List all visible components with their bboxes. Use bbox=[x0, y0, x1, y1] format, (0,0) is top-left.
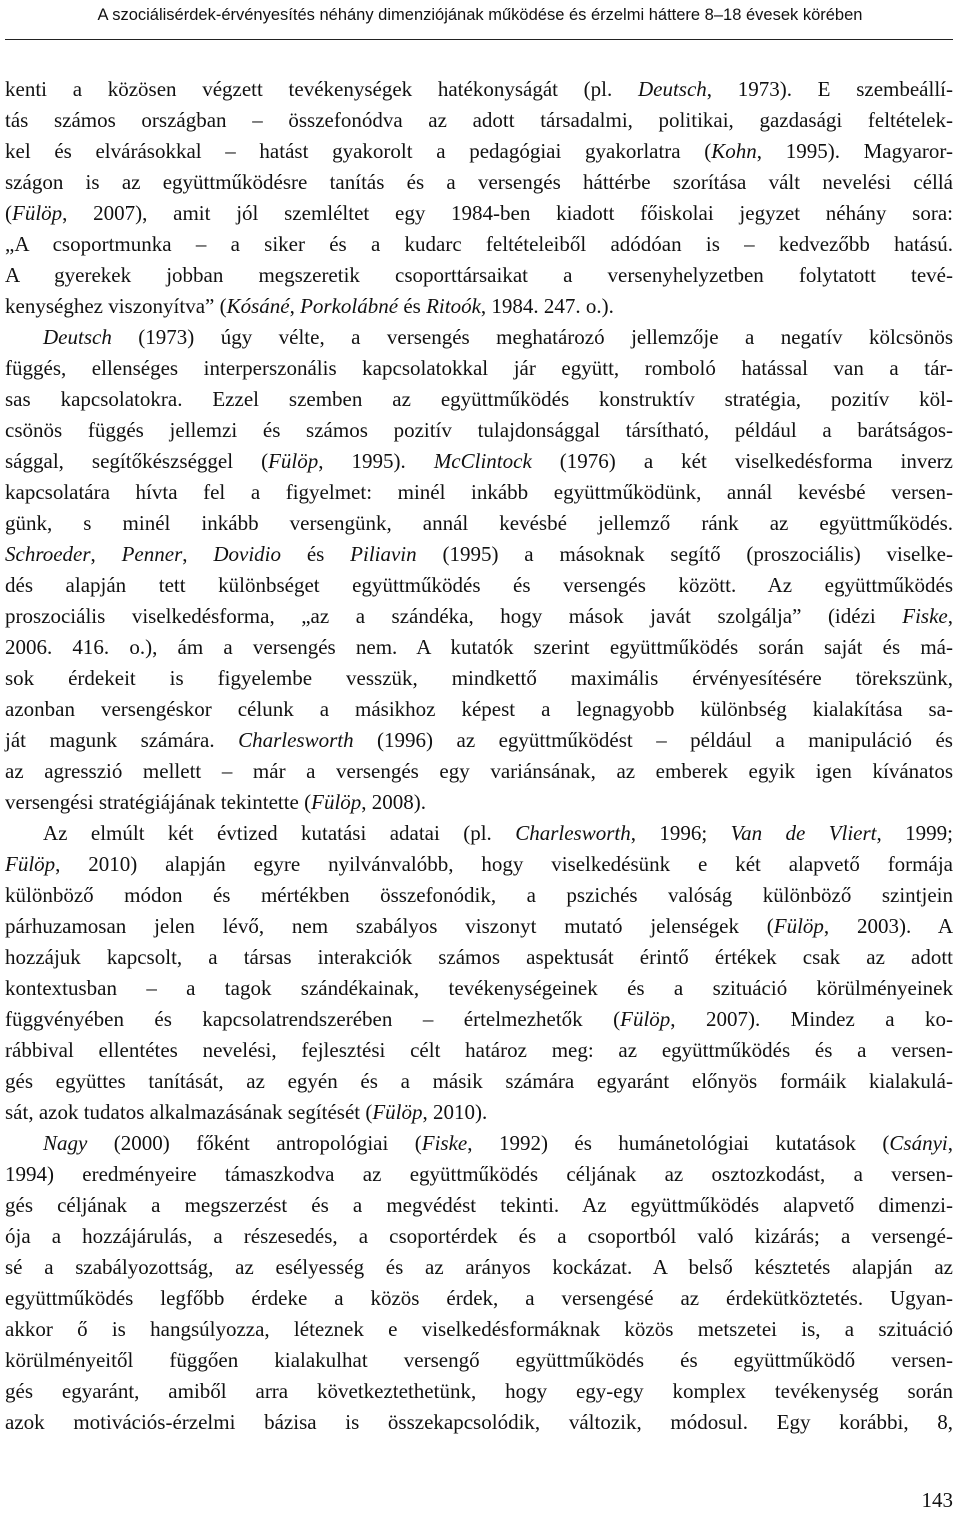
text-segment: hozzájuk kapcsolt, a társas interakciók számos aspektusát érintő értékek csak az adott bbox=[5, 945, 953, 969]
text-segment: függés, ellenséges interperszonális kapcsolatokkal jár együtt, romboló hatással van a tár- bbox=[5, 356, 953, 380]
citation-name: Ritoók bbox=[426, 294, 481, 318]
text-line bbox=[5, 384, 953, 415]
text-line bbox=[5, 1159, 953, 1190]
text-segment: , 1995). Magyaror- bbox=[756, 139, 953, 163]
text-segment: , 1973). E szembeállí- bbox=[706, 77, 953, 101]
text-line bbox=[5, 1004, 953, 1035]
citation-name: Kohn bbox=[711, 139, 757, 163]
text-line bbox=[5, 570, 953, 601]
citation-name: Csányi bbox=[889, 1131, 948, 1155]
text-segment: és bbox=[398, 294, 427, 318]
text-segment: , 1984. 247. o.). bbox=[480, 294, 614, 318]
text-segment: kontextusban – a tagok szándékainak, tevékenységeinek és a szituáció körülményeinek bbox=[5, 976, 953, 1000]
citation-name: Porkolábné bbox=[300, 294, 399, 318]
text-segment: azonban versengéskor célunk a másikhoz képest a legnagyobb különbség kialakítása sa- bbox=[5, 697, 953, 721]
text-line bbox=[5, 1066, 953, 1097]
text-segment: dés alapján tett különbséget együttműködés és versengés között. Az együttműködés bbox=[5, 573, 953, 597]
text-segment: (2000) főként antropológiai ( bbox=[87, 1131, 422, 1155]
citation-name: Piliavin bbox=[350, 542, 417, 566]
text-segment: (1976) a két viselkedésforma inverz bbox=[531, 449, 953, 473]
text-segment: különböző módon és mértékben összefonódik, a pszichés valóság különböző szintjein bbox=[5, 883, 953, 907]
text-line bbox=[5, 322, 953, 353]
text-line bbox=[5, 601, 953, 632]
text-segment: ( bbox=[5, 201, 12, 225]
citation-name: Van de Vliert bbox=[730, 821, 877, 845]
text-segment: szágon is az együttműködésre tanítás és a versengés háttérbe szorítása vált nevelési céllá bbox=[5, 170, 953, 194]
text-segment: párhuzamosan jelen lévő, nem szabályos viszonyt mutató jelenségek ( bbox=[5, 914, 774, 938]
text-segment: , 1992) és humánetológiai kutatások ( bbox=[467, 1131, 890, 1155]
citation-name: Fülöp bbox=[372, 1100, 423, 1124]
text-line bbox=[5, 260, 953, 291]
citation-name: Fülöp bbox=[12, 201, 63, 225]
text-segment: és bbox=[281, 542, 351, 566]
text-line bbox=[5, 694, 953, 725]
text-line bbox=[5, 353, 953, 384]
text-line bbox=[5, 167, 953, 198]
text-line bbox=[5, 880, 953, 911]
text-line bbox=[5, 942, 953, 973]
citation-name: Fiske bbox=[902, 604, 948, 628]
text-segment: gés céljának a megszerzést és a megvédést tekinti. Az együttműködés alapvető dimenzi- bbox=[5, 1193, 953, 1217]
text-segment: , 2010) alapján egyre nyilvánvalóbb, hogy viselkedésünk e két alapvető formája bbox=[55, 852, 953, 876]
text-line bbox=[5, 446, 953, 477]
text-segment: , 1996; bbox=[630, 821, 731, 845]
text-line bbox=[5, 1345, 953, 1376]
text-line bbox=[5, 136, 953, 167]
citation-name: Fülöp bbox=[620, 1007, 671, 1031]
citation-name: Schroeder bbox=[5, 542, 91, 566]
text-segment: , 1999; bbox=[876, 821, 953, 845]
text-segment: (1995) a másoknak segítő (proszociális) viselke- bbox=[416, 542, 953, 566]
text-segment: kapcsolatára hívta fel a figyelmet: minél inkább együttműködünk, annál kevésbé versen- bbox=[5, 480, 953, 504]
citation-name: Dovidio bbox=[213, 542, 281, 566]
body-text bbox=[5, 74, 953, 1438]
text-line bbox=[5, 756, 953, 787]
text-segment: az agresszió mellett – már a versengés egy variánsának, az emberek egyik igen kívánatos bbox=[5, 759, 953, 783]
text-segment: , bbox=[182, 542, 214, 566]
text-segment: , 1995). bbox=[318, 449, 434, 473]
header-rule bbox=[5, 39, 953, 40]
text-segment: sát, azok tudatos alkalmazásának segítését ( bbox=[5, 1100, 373, 1124]
text-segment: kenységhez viszonyítva” ( bbox=[5, 294, 227, 318]
text-segment: Az elmúlt két évtized kutatási adatai (pl. bbox=[43, 821, 516, 845]
text-segment: ója a hozzájárulás, a részesedés, a csoportérdek és a csoportból való kizárás; a versengé- bbox=[5, 1224, 953, 1248]
text-segment: körülményeitől függően kialakulhat versengő együttműködés és együttműködő versen- bbox=[5, 1348, 953, 1372]
text-segment: sok érdekeit is figyelembe vesszük, mindkettő maximális érvényesítésére törekszünk, bbox=[5, 666, 953, 690]
citation-name: Fülöp bbox=[311, 790, 362, 814]
citation-name: Kósáné bbox=[226, 294, 290, 318]
citation-name: Deutsch bbox=[637, 77, 707, 101]
text-segment: , 2010). bbox=[422, 1100, 488, 1124]
citation-name: Nagy bbox=[43, 1131, 88, 1155]
text-segment: rábbival ellentétes nevelési, fejlesztési célt határoz meg: az együttműködés és a versen- bbox=[5, 1038, 953, 1062]
text-line bbox=[5, 973, 953, 1004]
citation-name: Fülöp bbox=[5, 852, 56, 876]
text-line bbox=[5, 1376, 953, 1407]
text-segment: függvényében és kapcsolatrendszerében – értelmezhetők ( bbox=[5, 1007, 621, 1031]
text-segment: , 2008). bbox=[361, 790, 427, 814]
text-segment: , bbox=[947, 1131, 953, 1155]
text-line bbox=[5, 508, 953, 539]
text-line bbox=[5, 1283, 953, 1314]
text-line bbox=[5, 1252, 953, 1283]
text-line bbox=[5, 291, 953, 322]
text-line bbox=[5, 787, 953, 818]
text-segment: 1994) eredményeire támaszkodva az együttműködés céljának az osztozkodást, a versen- bbox=[5, 1162, 953, 1186]
text-line bbox=[5, 1221, 953, 1252]
citation-name: Penner bbox=[121, 542, 183, 566]
text-segment: kenti a közösen végzett tevékenységek hatékonyságát (pl. bbox=[5, 77, 638, 101]
text-segment: , bbox=[289, 294, 301, 318]
text-line bbox=[5, 1190, 953, 1221]
text-segment: sé a szabályozottság, az esélyesség és az arányos kockázat. A belső késztetés alapján az bbox=[5, 1255, 953, 1279]
text-line bbox=[5, 1128, 953, 1159]
text-line bbox=[5, 415, 953, 446]
text-segment: akkor ő is hangsúlyozza, léteznek e viselkedésformáknak közös metszetei is, a szituáció bbox=[5, 1317, 953, 1341]
text-line bbox=[5, 229, 953, 260]
text-segment: kel és elvárásokkal – hatást gyakorolt a pedagógiai gyakorlatra ( bbox=[5, 139, 712, 163]
text-line bbox=[5, 1097, 953, 1128]
running-header: A szociálisérdek-érvényesítés néhány dimenziójának működése és érzelmi háttere 8–18 évesek körében bbox=[97, 6, 863, 24]
text-segment: gés egyaránt, amiből arra következtethetünk, hogy egy-egy komplex tevékenység során bbox=[5, 1379, 953, 1403]
text-segment: gés együttes tanítását, az egyén és a másik számára egyaránt előnyös formáik kialakulá- bbox=[5, 1069, 953, 1093]
text-segment: együttműködés legfőbb érdeke a közös érdek, a versengésé az érdekütköztetés. Ugyan- bbox=[5, 1286, 953, 1310]
text-segment: , bbox=[90, 542, 122, 566]
text-segment: A gyerekek jobban megszeretik csoporttársaikat a versenyhelyzetben folytatott tevé- bbox=[5, 263, 953, 287]
citation-name: McClintock bbox=[433, 449, 532, 473]
citation-name: Charlesworth bbox=[238, 728, 354, 752]
citation-name: Deutsch bbox=[43, 325, 112, 349]
text-segment: (1973) úgy vélte, a versengés meghatározó jellemzője a negatív kölcsönös bbox=[111, 325, 953, 349]
citation-name: Charlesworth bbox=[515, 821, 631, 845]
text-line bbox=[5, 477, 953, 508]
citation-name: Fülöp bbox=[268, 449, 319, 473]
text-line bbox=[5, 1407, 953, 1438]
text-segment: , 2007). Mindez a ko- bbox=[670, 1007, 953, 1031]
text-segment: „A csoportmunka – a siker és a kudarc feltételeiből adódóan is – kedvezőbb hatású. bbox=[5, 232, 953, 256]
text-segment: proszociális viselkedésforma, „az a szándéka, hogy mások javát szolgálja” (idézi bbox=[5, 604, 903, 628]
text-segment: , bbox=[947, 604, 953, 628]
text-line bbox=[5, 198, 953, 229]
citation-name: Fiske bbox=[421, 1131, 468, 1155]
text-segment: sággal, segítőkészséggel ( bbox=[5, 449, 269, 473]
text-line bbox=[5, 632, 953, 663]
text-line bbox=[5, 539, 953, 570]
text-segment: azok motivációs-érzelmi bázisa is összekapcsolódik, változik, módosul. Egy korábbi, 8, bbox=[5, 1410, 953, 1434]
text-segment: versengési stratégiájának tekintette ( bbox=[5, 790, 312, 814]
text-line bbox=[5, 849, 953, 880]
page-number: 143 bbox=[921, 1488, 953, 1512]
text-line bbox=[5, 1035, 953, 1066]
text-segment: (1996) az együttműködést – például a manipuláció és bbox=[353, 728, 953, 752]
text-line bbox=[5, 911, 953, 942]
text-segment: ját magunk számára. bbox=[5, 728, 239, 752]
text-line bbox=[5, 663, 953, 694]
text-line bbox=[5, 725, 953, 756]
text-segment: tás számos országban – összefonódva az adott társadalmi, politikai, gazdasági feltételek- bbox=[5, 108, 953, 132]
text-segment: , 2003). A bbox=[823, 914, 954, 938]
text-segment: , 2007), amit jól szemléltet egy 1984-ben kiadott főiskolai jegyzet néhány sora: bbox=[62, 201, 953, 225]
text-line bbox=[5, 818, 953, 849]
text-line bbox=[5, 74, 953, 105]
text-line bbox=[5, 105, 953, 136]
text-line bbox=[5, 1314, 953, 1345]
text-segment: günk, s minél inkább versengünk, annál kevésbé jellemző ránk az együttműködés. bbox=[5, 511, 953, 535]
text-segment: 2006. 416. o.), ám a versengés nem. A kutatók szerint együttműködés során saját és má- bbox=[5, 635, 953, 659]
citation-name: Fülöp bbox=[773, 914, 824, 938]
text-segment: csönös függés jellemzi és számos pozitív tulajdonsággal társítható, például a barátságos- bbox=[5, 418, 953, 442]
text-segment: sas kapcsolatokra. Ezzel szemben az együttműködés konstruktív stratégia, pozitív köl- bbox=[5, 387, 953, 411]
